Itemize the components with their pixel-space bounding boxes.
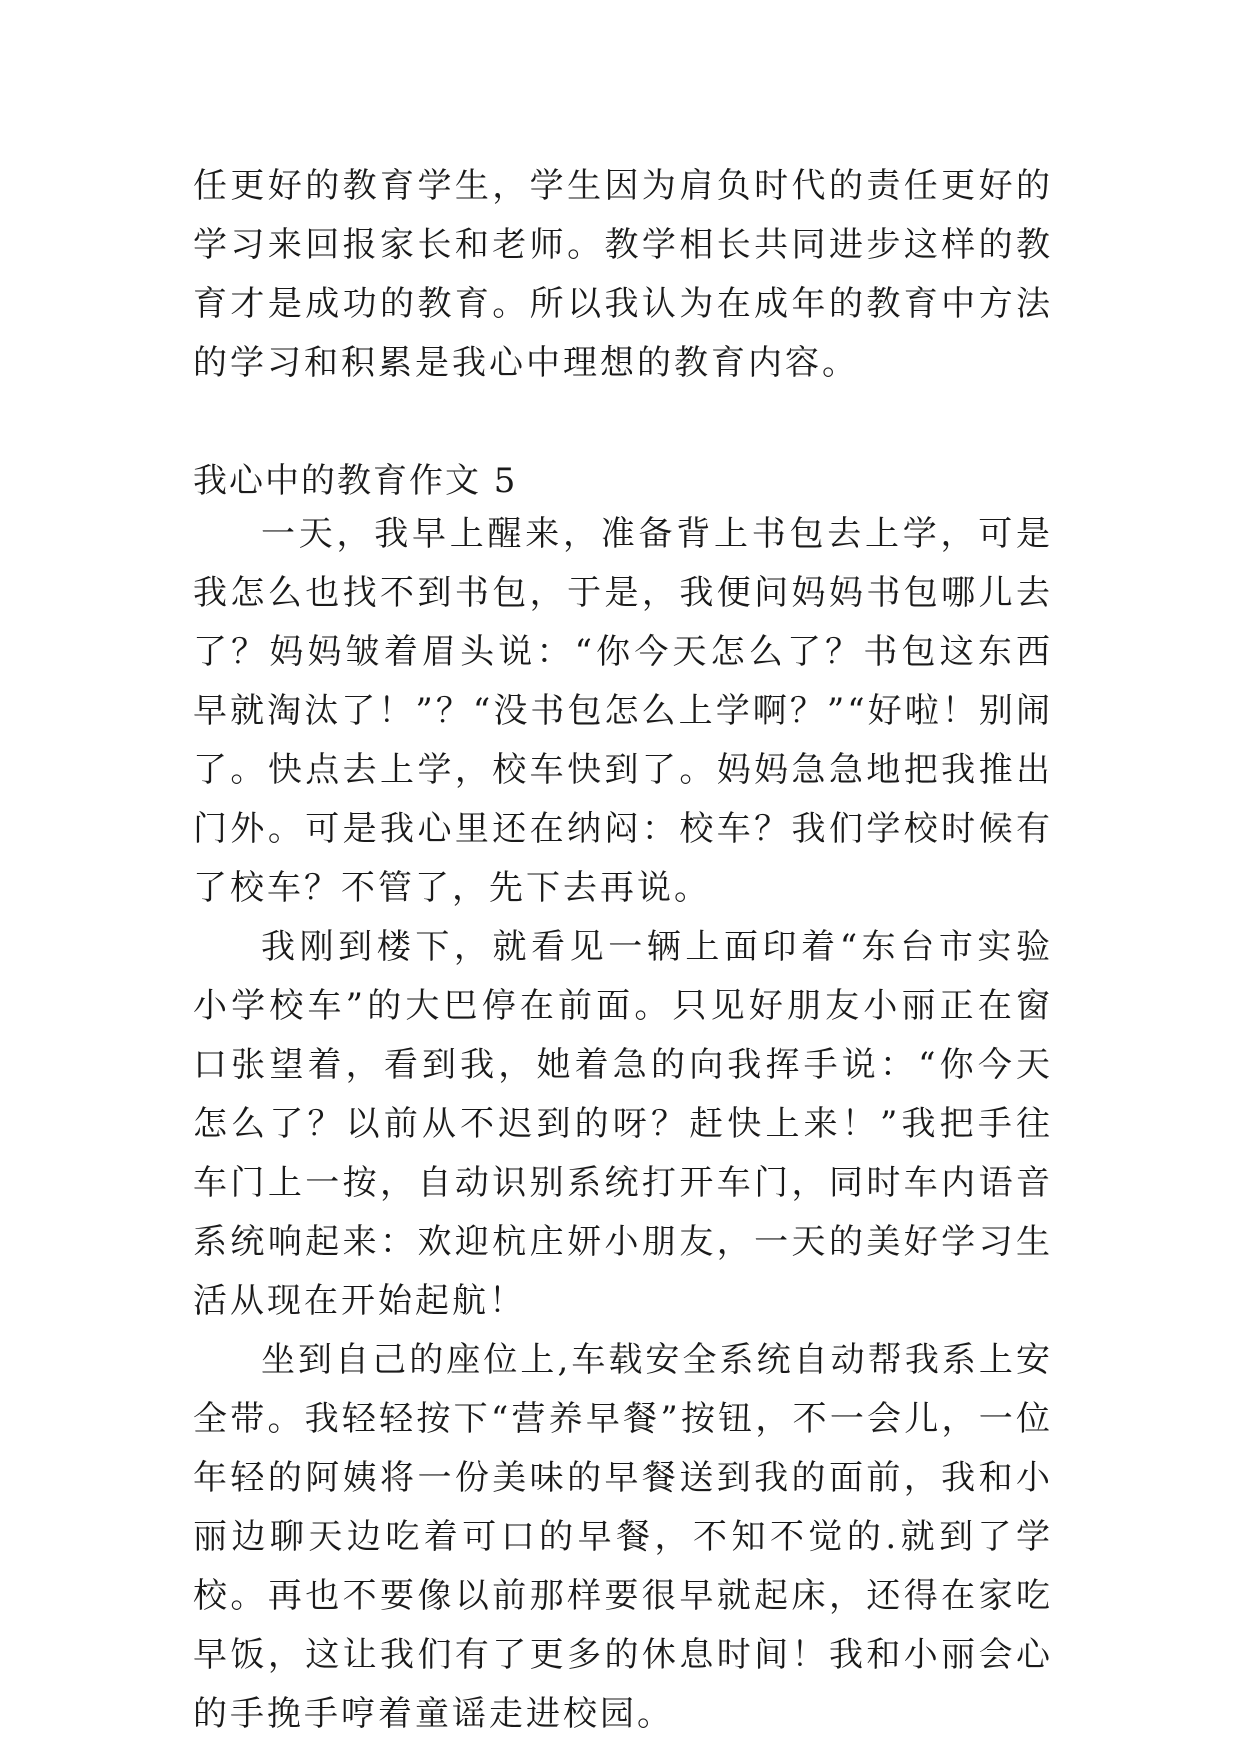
heading-section xyxy=(193,452,1053,511)
body-paragraph-2: 我刚到楼下，就看见一辆上面印着“东台市实验小学校车”的大巴停在前面。只见好朋友小丽正在窗口张望着，看到我，她着急的向我挥手说：“你今天怎么了？以前从不迟到的呀？赶快上来！”我把手往车门上一按，自动识别系统打开车门，同时车内语音系统响起来：欢迎杭庄妍小朋友，一天的美好学习生活从现在开始起航！ xyxy=(193,927,1053,1321)
intro-section xyxy=(193,157,1053,393)
body-paragraph-3: 坐到自己的座位上,车载安全系统自动帮我系上安全带。我轻轻按下“营养早餐”按钮，不一会儿，一位年轻的阿姨将一份美味的早餐送到我的面前，我和小丽边聊天边吃着可口的早餐，不知不觉的.就到了学校。再也不要像以前那样要很早就起床，还得在家吃早饭，这让我们有了更多的休息时间！我和小丽会心的手挽手哼着童谣走进校园。 xyxy=(193,1340,1053,1734)
section-heading: 我心中的教育作文 5 xyxy=(193,461,518,501)
body-section xyxy=(193,505,1053,1744)
body-paragraph-1: 一天，我早上醒来，准备背上书包去上学，可是我怎么也找不到书包，于是，我便问妈妈书包哪儿去了？妈妈皱着眉头说：“你今天怎么了？书包这东西早就淘汰了！”？“没书包怎么上学啊？”“好啦！别闹了。快点去上学，校车快到了。妈妈急急地把我推出门外。可是我心里还在纳闷：校车？我们学校时候有了校车？不管了，先下去再说。 xyxy=(193,514,1053,908)
intro-paragraph: 任更好的教育学生，学生因为肩负时代的责任更好的学习来回报家长和老师。教学相长共同进步这样的教育才是成功的教育。所以我认为在成年的教育中方法的学习和积累是我心中理想的教育内容。 xyxy=(193,166,1053,383)
